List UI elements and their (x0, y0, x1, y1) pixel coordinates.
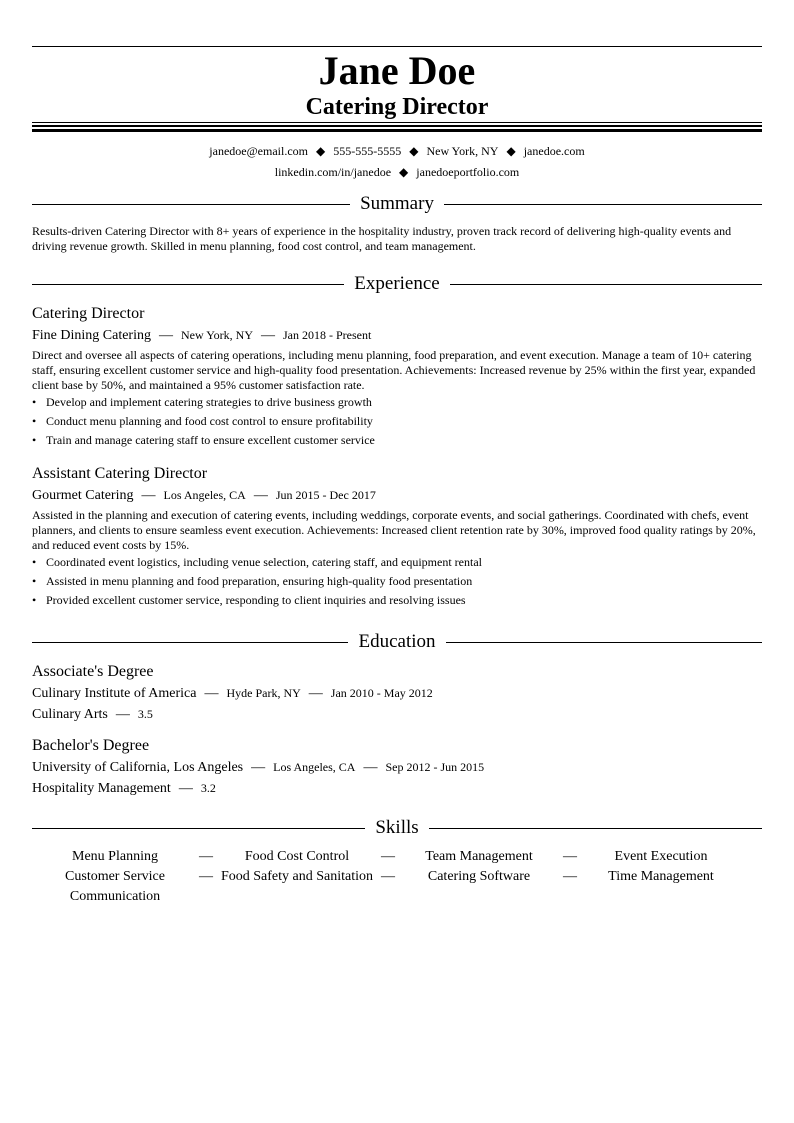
field-line: Culinary Arts — 3.5 (32, 707, 153, 722)
skill-item: Food Safety and Sanitation (220, 869, 374, 884)
school-name: Culinary Institute of America (32, 686, 197, 701)
skill-item: Menu Planning (72, 849, 158, 864)
job-company: Gourmet Catering (32, 488, 134, 503)
education-entry (32, 662, 762, 724)
job-role: Assistant Catering Director (32, 465, 208, 482)
list-item: • Coordinated event logistics, including venue selection, catering staff, and equipment rental (32, 555, 482, 569)
bullet-icon: • (32, 593, 37, 607)
skills-heading (32, 817, 762, 839)
skill-item: Event Execution (614, 849, 708, 864)
diamond-icon: ◆ (399, 165, 409, 179)
skill-separator: — (199, 869, 213, 884)
section-title: Experience (354, 273, 440, 294)
education-heading (32, 631, 762, 653)
diamond-icon: ◆ (409, 144, 419, 158)
section-title: Summary (360, 193, 434, 214)
heading-rule (32, 204, 350, 205)
heading-rule (429, 828, 762, 829)
gpa: 3.2 (200, 781, 216, 795)
job-description: Assisted in the planning and execution of catering events, including weddings, corporate events, and social gatherings. Coordinated with chefs, event planners, and clients to ensure seamless event execution. Achievements: Increased client retention rate by 30%, improved food quality ratings by 20%, and reduced event costs by 15%. (32, 508, 756, 552)
candidate-title: Catering Director (305, 94, 489, 120)
skill-separator: — (199, 849, 213, 864)
list-item: • Assisted in menu planning and food preparation, ensuring high-quality food presentation (32, 574, 473, 588)
section-title: Education (358, 631, 436, 652)
header-rule-thin (32, 122, 762, 123)
skills-row (32, 867, 762, 887)
skills-grid (32, 847, 762, 907)
bullet-icon: • (32, 414, 37, 428)
job-bullets (32, 395, 762, 448)
contact-linkedin[interactable]: linkedin.com/in/janedoe (274, 165, 392, 179)
list-item: • Train and manage catering staff to ensure excellent customer service (32, 433, 375, 447)
job-location: New York, NY (181, 328, 254, 342)
heading-rule (32, 284, 344, 285)
skill-item: Catering Software (427, 869, 531, 884)
list-item: • Develop and implement catering strategies to drive business growth (32, 395, 372, 409)
skill-separator: — (381, 849, 395, 864)
skill-separator: — (563, 849, 577, 864)
contact-line-1 (32, 143, 762, 159)
education-entry (32, 736, 762, 798)
job-meta: Fine Dining Catering — New York, NY — Jan 2018 - Present (32, 328, 372, 343)
school-dates: Sep 2012 - Jun 2015 (385, 760, 485, 774)
job-entry (32, 304, 762, 452)
header-rule-thick (32, 129, 762, 132)
list-item: • Conduct menu planning and food cost control to ensure profitability (32, 414, 373, 428)
diamond-icon: ◆ (506, 144, 516, 158)
diamond-icon: ◆ (315, 144, 326, 158)
summary-text: Results-driven Catering Director with 8+ years of experience in the hospitality industry, proven track record of delivering high-quality events and driving revenue growth. Skilled in menu planning, food cost control, and team management. (32, 224, 732, 253)
skill-item: Communication (69, 889, 161, 904)
school-dates: Jan 2010 - May 2012 (330, 686, 433, 700)
heading-rule (444, 204, 762, 205)
degree: Bachelor's Degree (32, 737, 150, 754)
contact-email[interactable]: janedoe@email.com (209, 144, 308, 158)
bullet-icon: • (32, 574, 37, 588)
header-rule-medium (32, 125, 762, 127)
job-entry (32, 464, 762, 612)
skill-item: Food Cost Control (244, 849, 350, 864)
bullet-icon: • (32, 433, 37, 447)
field-of-study: Hospitality Management (32, 781, 171, 796)
header-top-rule (32, 46, 762, 47)
heading-rule (450, 284, 762, 285)
candidate-name: Jane Doe (318, 48, 476, 93)
school-meta: University of California, Los Angeles — Los Angeles, CA — Sep 2012 - Jun 2015 (32, 760, 485, 775)
school-location: Los Angeles, CA (273, 760, 356, 774)
job-meta: Gourmet Catering — Los Angeles, CA — Jun 2015 - Dec 2017 (32, 488, 376, 503)
job-dates: Jan 2018 - Present (283, 328, 372, 342)
contact-location: New York, NY (426, 144, 499, 158)
skill-item: Customer Service (65, 869, 165, 884)
school-meta: Culinary Institute of America — Hyde Park, NY — Jan 2010 - May 2012 (32, 686, 433, 701)
job-dates: Jun 2015 - Dec 2017 (275, 488, 376, 502)
skills-row (32, 887, 762, 907)
job-role: Catering Director (32, 305, 145, 322)
field-of-study: Culinary Arts (32, 707, 108, 722)
job-bullets (32, 555, 762, 608)
skill-item: Team Management (425, 849, 533, 864)
heading-rule (32, 828, 365, 829)
skill-separator: — (381, 869, 395, 884)
heading-rule (446, 642, 762, 643)
bullet-icon: • (32, 395, 37, 409)
experience-heading (32, 273, 762, 295)
contact-portfolio[interactable]: janedoeportfolio.com (416, 165, 520, 179)
job-location: Los Angeles, CA (163, 488, 246, 502)
contact-phone[interactable]: 555-555-5555 (333, 144, 402, 158)
job-company: Fine Dining Catering (32, 328, 151, 343)
heading-rule (32, 642, 348, 643)
skill-separator: — (563, 869, 577, 884)
contact-line-2 (32, 164, 762, 180)
contact-website[interactable]: janedoe.com (523, 144, 585, 158)
degree: Associate's Degree (32, 663, 154, 680)
gpa: 3.5 (137, 707, 153, 721)
section-title: Skills (375, 817, 419, 838)
list-item: • Provided excellent customer service, responding to client inquiries and resolving issues (32, 593, 466, 607)
school-location: Hyde Park, NY (226, 686, 301, 700)
school-name: University of California, Los Angeles (32, 760, 244, 775)
field-line: Hospitality Management — 3.2 (32, 781, 216, 796)
skill-item: Time Management (608, 869, 714, 884)
skills-row (32, 847, 762, 867)
job-description: Direct and oversee all aspects of catering operations, including menu planning, food preparation, and event execution. Manage a team of 10+ catering staff, ensuring excellent customer service and high-quality food presentation. Achievements: Increased revenue by 25% within the first year, expanded client base by 50%, and maintained a 95% customer satisfaction rate. (32, 348, 756, 392)
bullet-icon: • (32, 555, 37, 569)
summary-heading (32, 193, 762, 215)
